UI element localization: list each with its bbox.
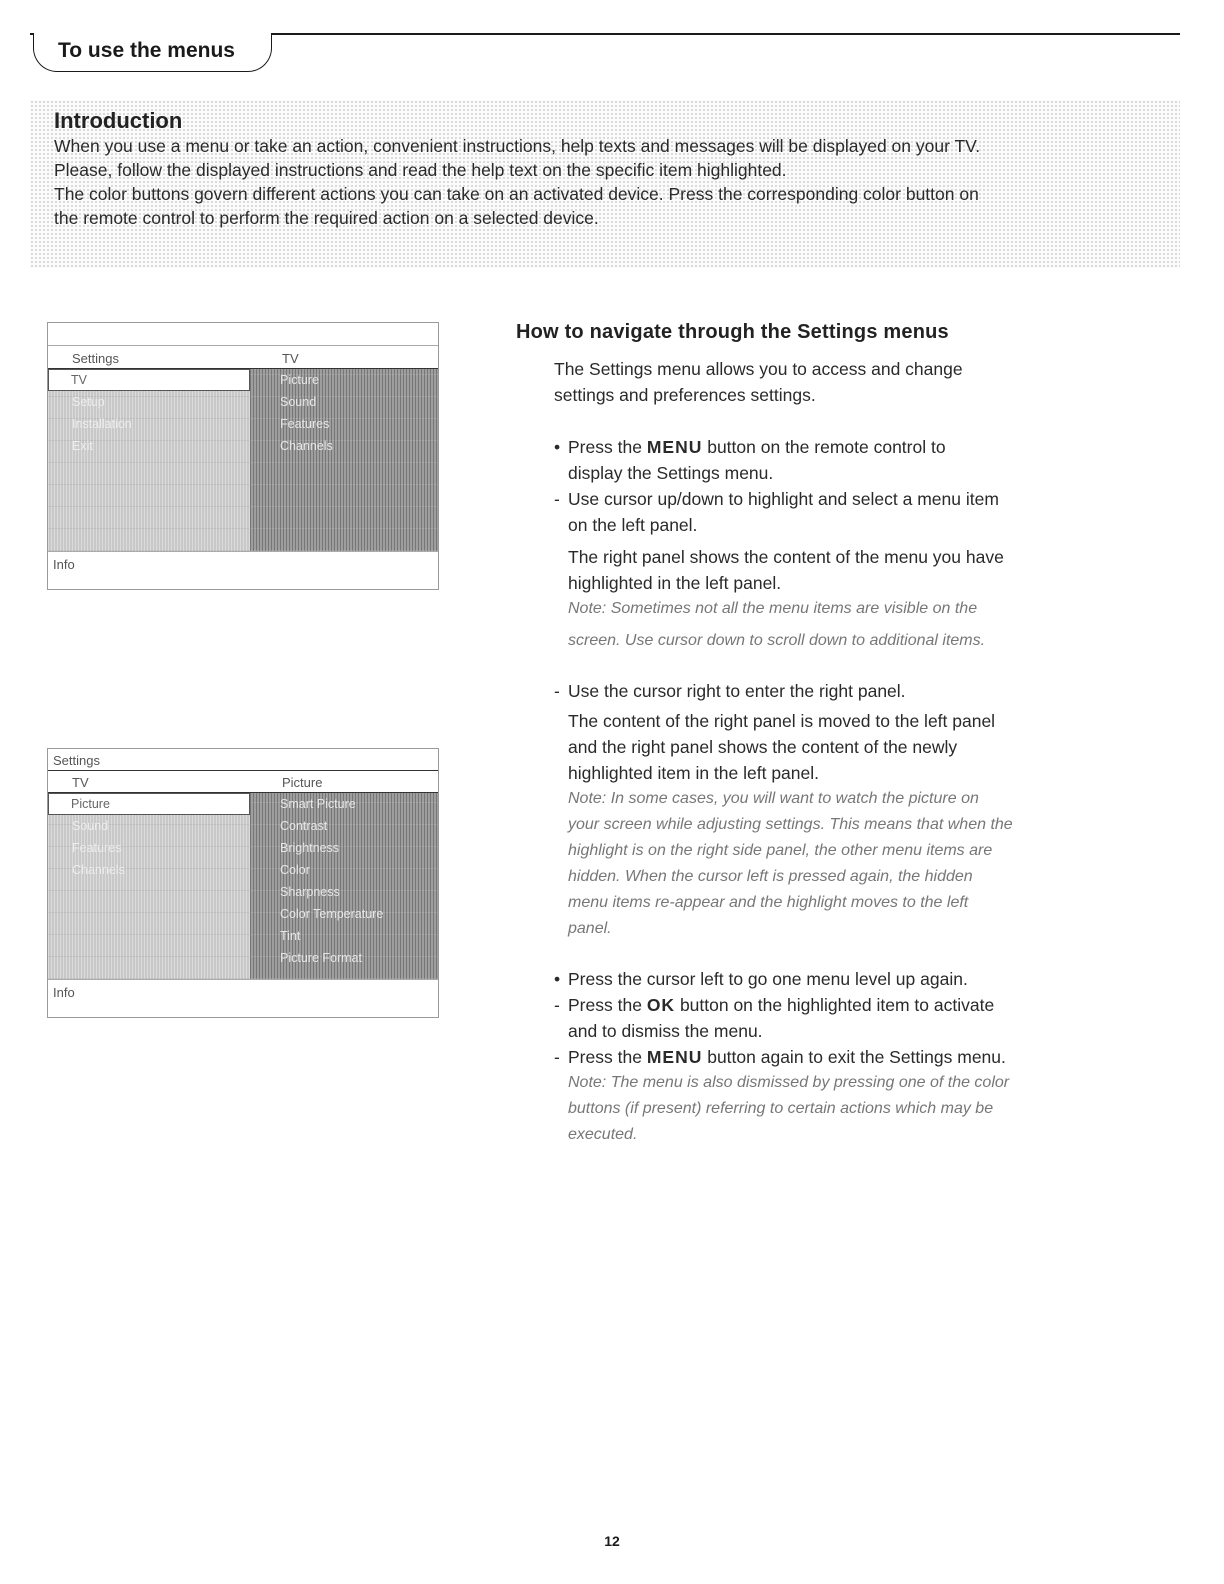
- paragraph: The content of the right panel is moved to the left panel: [568, 711, 996, 731]
- right-item: Tint: [280, 929, 301, 943]
- screen-title-bar: [48, 749, 438, 771]
- header-left-label: TV: [72, 775, 89, 790]
- intro-line: The color buttons govern different actions you can take on an activated device. Press the corresponding color button on: [54, 184, 979, 204]
- right-item: Smart Picture: [280, 797, 356, 811]
- introduction-box: [30, 100, 1180, 268]
- paragraph: settings and preferences settings.: [554, 385, 816, 405]
- ok-key-label: OK: [646, 995, 676, 1015]
- section-tab: To use the menus: [33, 33, 272, 72]
- note: executed.: [568, 1126, 638, 1143]
- note: screen. Use cursor down to scroll down to additional items.: [568, 632, 986, 649]
- menu-body: [48, 793, 438, 979]
- right-item: Sound: [280, 395, 317, 409]
- paragraph: on the left panel.: [568, 515, 698, 535]
- right-item: Brightness: [280, 841, 340, 855]
- note: panel.: [568, 920, 612, 937]
- bullet-item: • Press the MENU button on the remote control to: [554, 437, 946, 457]
- dash-item: - Use the cursor right to enter the right panel.: [554, 681, 906, 701]
- paragraph: The right panel shows the content of the menu you have: [568, 547, 1004, 567]
- paragraph: and to dismiss the menu.: [568, 1021, 763, 1041]
- screen-header: [48, 771, 438, 793]
- dash-item: - Use cursor up/down to highlight and select a menu item: [554, 489, 999, 509]
- header-right-label: TV: [282, 351, 299, 366]
- note: highlight is on the right side panel, the other menu items are: [568, 842, 993, 859]
- right-item: Color Temperature: [280, 907, 384, 921]
- bullet-item: • Press the cursor left to go one menu level up again.: [554, 969, 968, 989]
- screen-title: Settings: [53, 753, 100, 768]
- left-item: Exit: [72, 439, 93, 453]
- left-item: Features: [72, 841, 122, 855]
- right-panel: [250, 369, 438, 551]
- header-left-label: Settings: [72, 351, 119, 366]
- note: Note: Sometimes not all the menu items are visible on the: [568, 600, 978, 617]
- settings-menu-screenshot-2: [47, 748, 439, 1018]
- navigation-instructions: [516, 318, 1136, 1148]
- intro-line: the remote control to perform the required action on a selected device.: [54, 208, 599, 228]
- note: menu items re-appear and the highlight moves to the left: [568, 894, 969, 911]
- paragraph: highlighted in the left panel.: [568, 573, 782, 593]
- screen-top-bar: [48, 323, 438, 346]
- left-item: Installation: [72, 417, 132, 431]
- right-item: Picture Format: [280, 951, 362, 965]
- left-panel: [48, 793, 250, 979]
- intro-line: When you use a menu or take an action, convenient instructions, help texts and messages will be displayed on your TV.: [54, 136, 981, 156]
- menu-key-label: MENU: [646, 1047, 703, 1067]
- right-item: Channels: [280, 439, 333, 453]
- paragraph: highlighted item in the left panel.: [568, 763, 819, 783]
- info-bar: Info: [48, 979, 438, 1017]
- menu-body: [48, 369, 438, 551]
- note: your screen while adjusting settings. This means that when the: [568, 816, 1013, 833]
- note: hidden. When the cursor left is pressed again, the hidden: [568, 868, 973, 885]
- left-item: Sound: [72, 819, 109, 833]
- right-item: Color: [280, 863, 310, 877]
- paragraph: display the Settings menu.: [568, 463, 774, 483]
- intro-line: Please, follow the displayed instructions and read the help text on the specific item highlighted.: [54, 160, 787, 180]
- page-number: 12: [604, 1533, 620, 1549]
- info-bar: Info: [48, 551, 438, 589]
- left-item: Setup: [72, 395, 105, 409]
- menu-key-label: MENU: [646, 437, 703, 457]
- paragraph: The Settings menu allows you to access and change: [554, 359, 963, 379]
- right-item: Contrast: [280, 819, 328, 833]
- dash-item: - Press the OK button on the highlighted item to activate: [554, 995, 995, 1015]
- right-panel: [250, 793, 438, 979]
- paragraph: and the right panel shows the content of the newly: [568, 737, 958, 757]
- screen-header: [48, 346, 438, 369]
- right-item: Sharpness: [280, 885, 340, 899]
- note: buttons (if present) referring to certain actions which may be: [568, 1100, 994, 1117]
- note: Note: The menu is also dismissed by pressing one of the color: [568, 1074, 1010, 1091]
- navigation-heading: How to navigate through the Settings menus: [516, 321, 949, 343]
- left-item-selected: Picture: [48, 793, 250, 815]
- header-right-label: Picture: [282, 775, 323, 790]
- note: Note: In some cases, you will want to watch the picture on: [568, 790, 979, 807]
- settings-menu-screenshot-1: [47, 322, 439, 590]
- right-item: Features: [280, 417, 330, 431]
- left-panel: [48, 369, 250, 551]
- left-item-selected: TV: [48, 369, 250, 391]
- introduction-heading: Introduction: [54, 108, 183, 133]
- left-item: Channels: [72, 863, 125, 877]
- right-item: Picture: [280, 373, 319, 387]
- dash-item: - Press the MENU button again to exit the Settings menu.: [554, 1047, 1006, 1067]
